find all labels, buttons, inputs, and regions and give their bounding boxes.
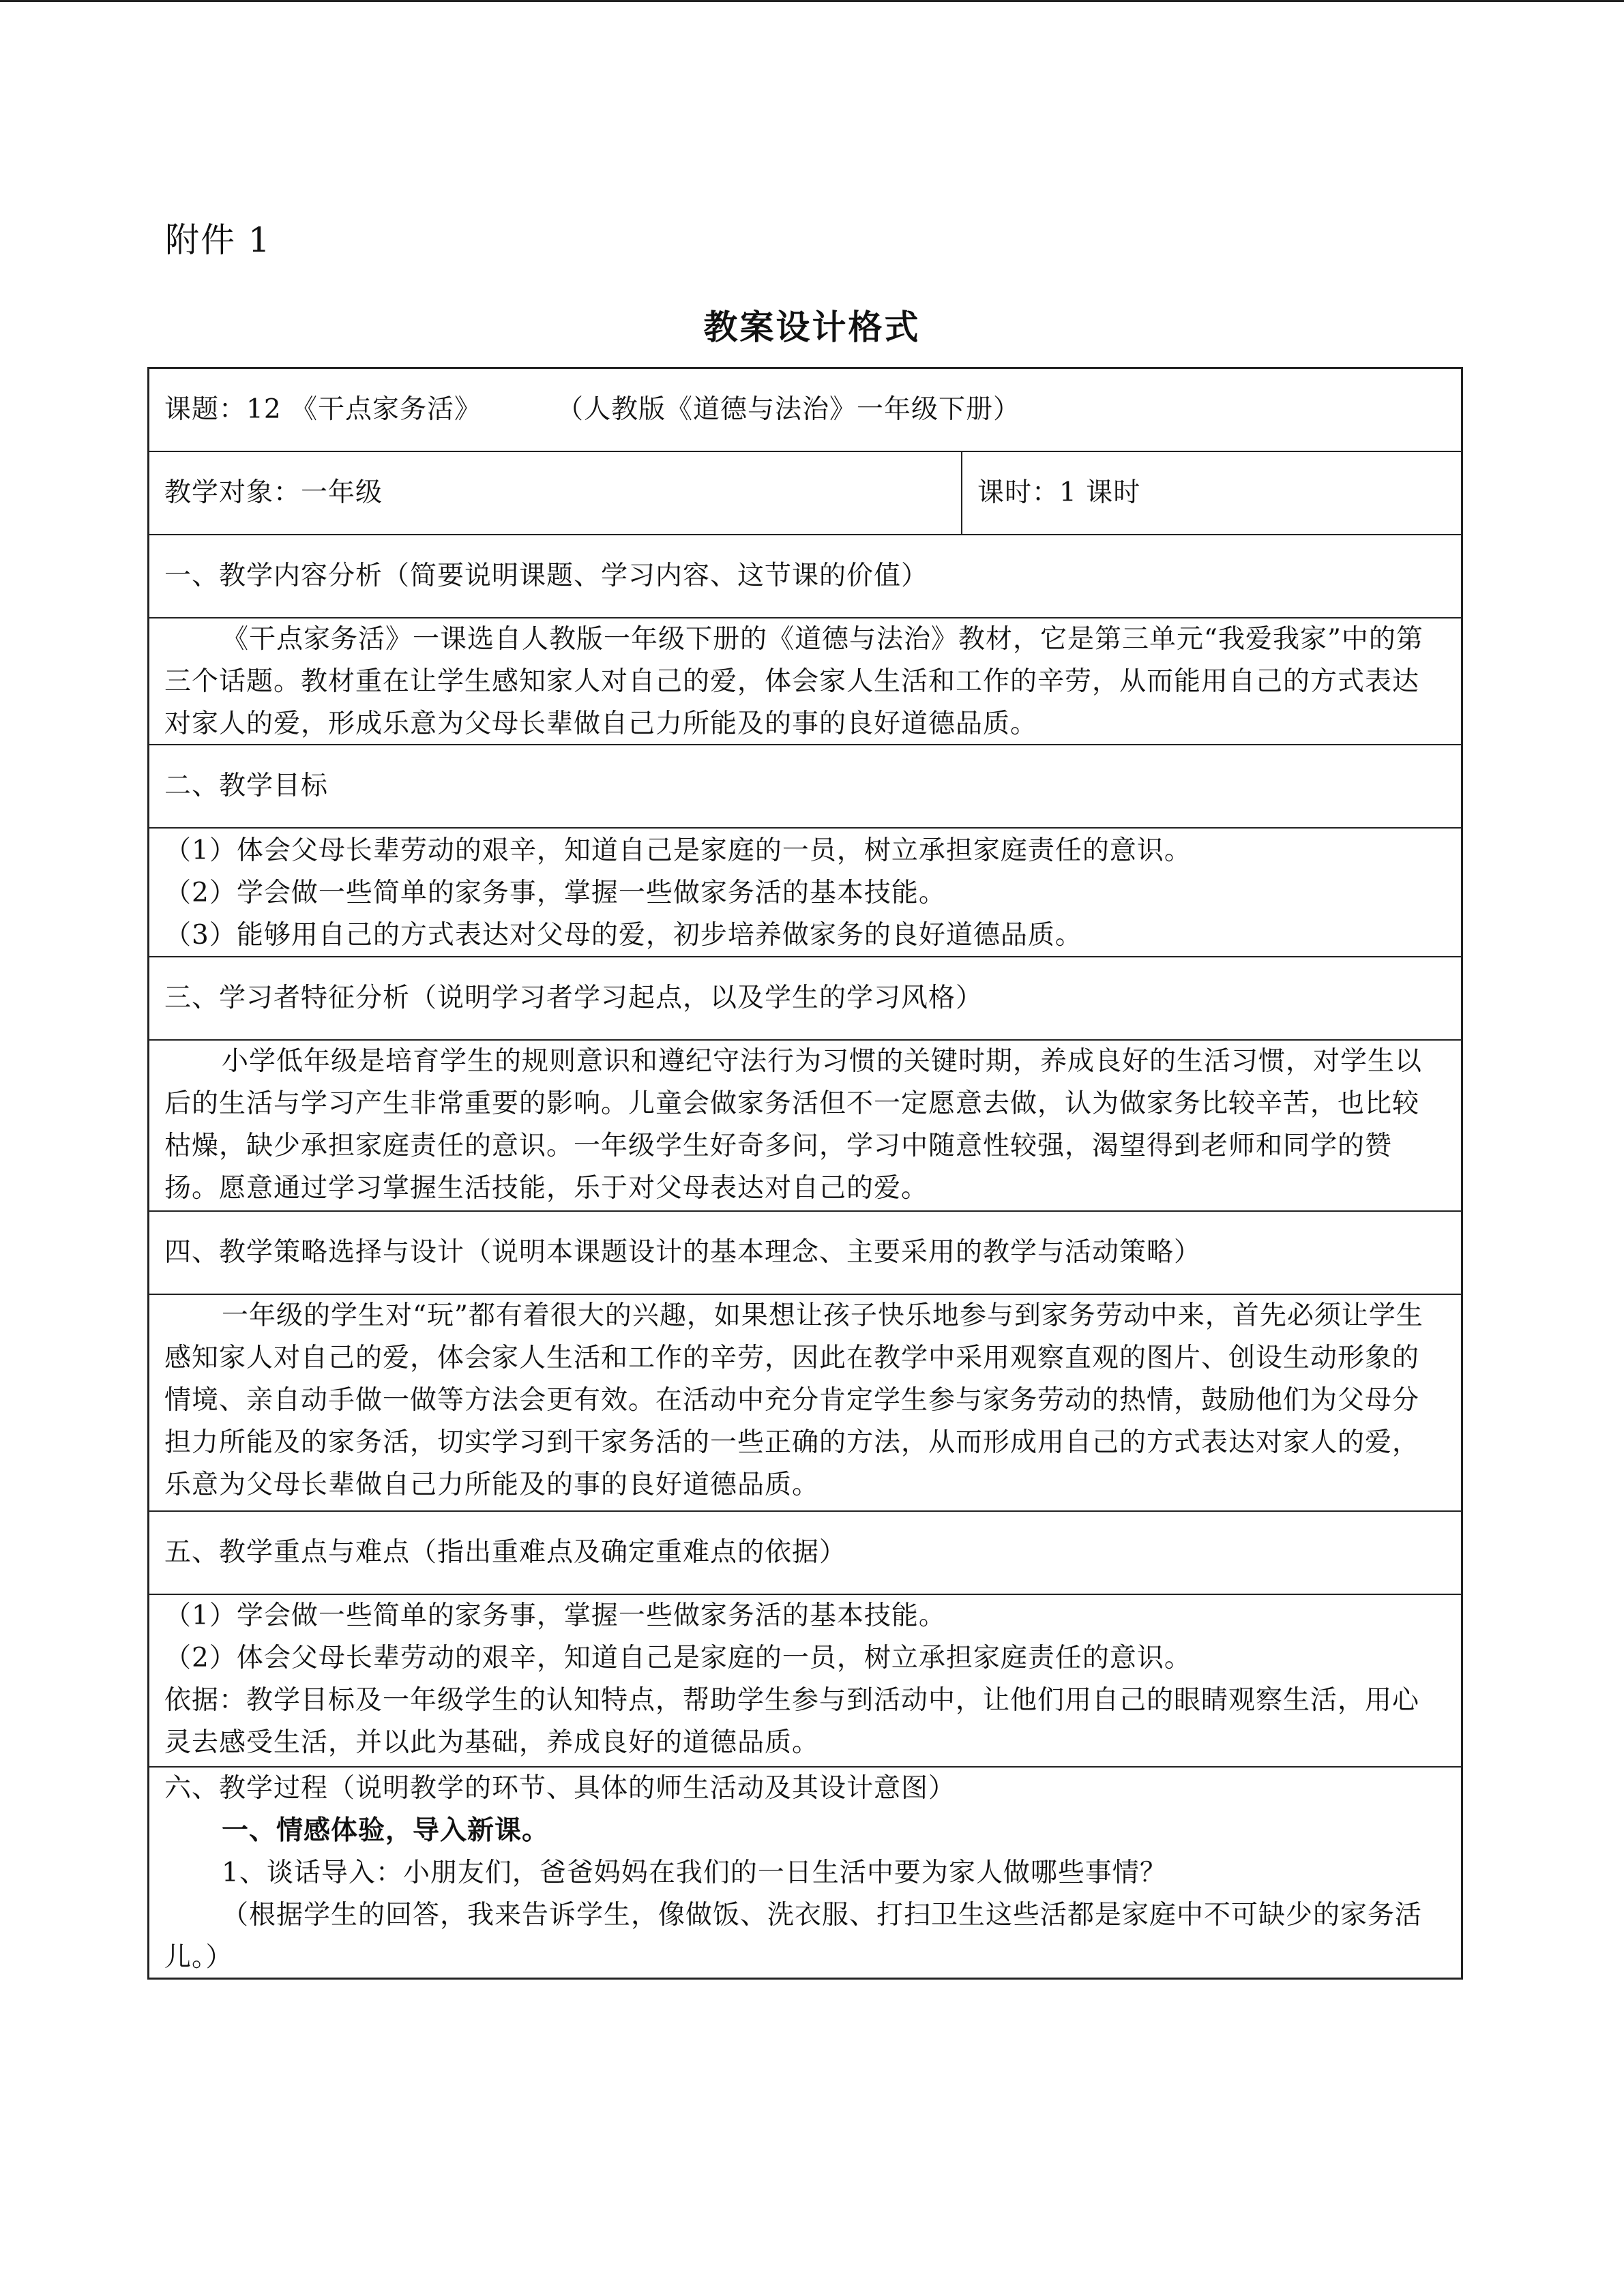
audience-text: 教学对象：一年级 xyxy=(164,477,383,508)
section1-heading-row xyxy=(149,535,1461,618)
section5-heading: 五、教学重点与难点（指出重难点及确定重难点的依据） xyxy=(164,1537,847,1568)
course-title: 课题：12 《干点家务活》 xyxy=(164,394,482,425)
section2-heading-row xyxy=(149,745,1461,829)
section3-heading-row xyxy=(149,957,1461,1041)
section1-body: 《干点家务活》一课选自人教版一年级下册的《道德与法治》教材，它是第三单元“我爱我家”中的第三个话题。教材重在让学生感知家人对自己的爱，体会家人生活和工作的辛劳，从而能用自己的方式表达对家人的爱，形成乐意为父母长辈做自己力所能及的事的良好道德品质。 xyxy=(164,624,1423,739)
audience-cell xyxy=(149,452,961,534)
section4-heading-row xyxy=(149,1212,1461,1295)
section1-heading: 一、教学内容分析（简要说明课题、学习内容、这节课的价值） xyxy=(164,561,929,591)
section2-body-row xyxy=(149,829,1461,957)
key-point-item: （1）学会做一些简单的家务事，掌握一些做家务活的基本技能。 xyxy=(164,1600,946,1631)
section2-heading: 二、教学目标 xyxy=(164,771,329,801)
page-top-border xyxy=(0,0,1624,2)
document-title: 教案设计格式 xyxy=(703,308,921,347)
attachment-label: 附件 1 xyxy=(165,220,271,260)
course-edition: （人教版《道德与法治》一年级下册） xyxy=(557,394,1021,425)
section6-subheading: 一、情感体验，导入新课。 xyxy=(222,1815,550,1846)
section6-heading: 六、教学过程（说明教学的环节、具体的师生活动及其设计意图） xyxy=(164,1773,956,1804)
section6-row xyxy=(149,1768,1461,1978)
section4-heading: 四、教学策略选择与设计（说明本课题设计的基本理念、主要采用的教学与活动策略） xyxy=(164,1237,1202,1268)
lesson-plan-form xyxy=(147,367,1463,1980)
objective-item: （1）体会父母长辈劳动的艰辛，知道自己是家庭的一员，树立承担家庭责任的意识。 xyxy=(164,835,1192,866)
section4-body: 一年级的学生对“玩”都有着很大的兴趣，如果想让孩子快乐地参与到家务劳动中来，首先必须让学生感知家人对自己的爱，体会家人生活和工作的辛劳，因此在教学中采用观察直观的图片、创设生动形象的情境、亲自动手做一做等方法会更有效。在活动中充分肯定学生参与家务劳动的热情，鼓励他们为父母分担力所能及的家务活，切实学习到干家务活的一些正确的方法，从而形成用自己的方式表达对家人的爱，乐意为父母长辈做自己力所能及的事的良好道德品质。 xyxy=(164,1300,1423,1500)
section6-note: （根据学生的回答，我来告诉学生，像做饭、洗衣服、打扫卫生这些活都是家庭中不可缺少的家务活儿。） xyxy=(164,1900,1423,1973)
section4-body-row xyxy=(149,1295,1461,1512)
objective-item: （2）学会做一些简单的家务事，掌握一些做家务活的基本技能。 xyxy=(164,878,946,908)
section3-body: 小学低年级是培育学生的规则意识和遵纪守法行为习惯的关键时期，养成良好的生活习惯，对学生以后的生活与学习产生非常重要的影响。儿童会做家务活但不一定愿意去做，认为做家务比较辛苦，也比较枯燥，缺少承担家庭责任的意识。一年级学生好奇多问，学习中随意性较强，渴望得到老师和同学的赞扬。愿意通过学习掌握生活技能，乐于对父母表达对自己的爱。 xyxy=(164,1046,1423,1204)
section5-body-row xyxy=(149,1595,1461,1768)
hours-cell xyxy=(962,452,1461,534)
section1-body-row xyxy=(149,618,1461,745)
section3-body-row xyxy=(149,1041,1461,1212)
section5-heading-row xyxy=(149,1512,1461,1595)
section6-step1: 1、谈话导入：小朋友们，爸爸妈妈在我们的一日生活中要为家人做哪些事情？ xyxy=(222,1858,1167,1888)
objective-item: （3）能够用自己的方式表达对父母的爱，初步培养做家务的良好道德品质。 xyxy=(164,920,1082,951)
target-row xyxy=(149,452,1461,535)
key-point-basis: 依据：教学目标及一年级学生的认知特点，帮助学生参与到活动中，让他们用自己的眼睛观察生活，用心灵去感受生活，并以此为基础，养成良好的道德品质。 xyxy=(164,1685,1420,1758)
section3-heading: 三、学习者特征分析（说明学习者学习起点，以及学生的学习风格） xyxy=(164,983,984,1013)
hours-text: 课时：1 课时 xyxy=(977,477,1141,508)
key-point-item: （2）体会父母长辈劳动的艰辛，知道自己是家庭的一员，树立承担家庭责任的意识。 xyxy=(164,1643,1192,1673)
course-title-row xyxy=(149,369,1461,452)
